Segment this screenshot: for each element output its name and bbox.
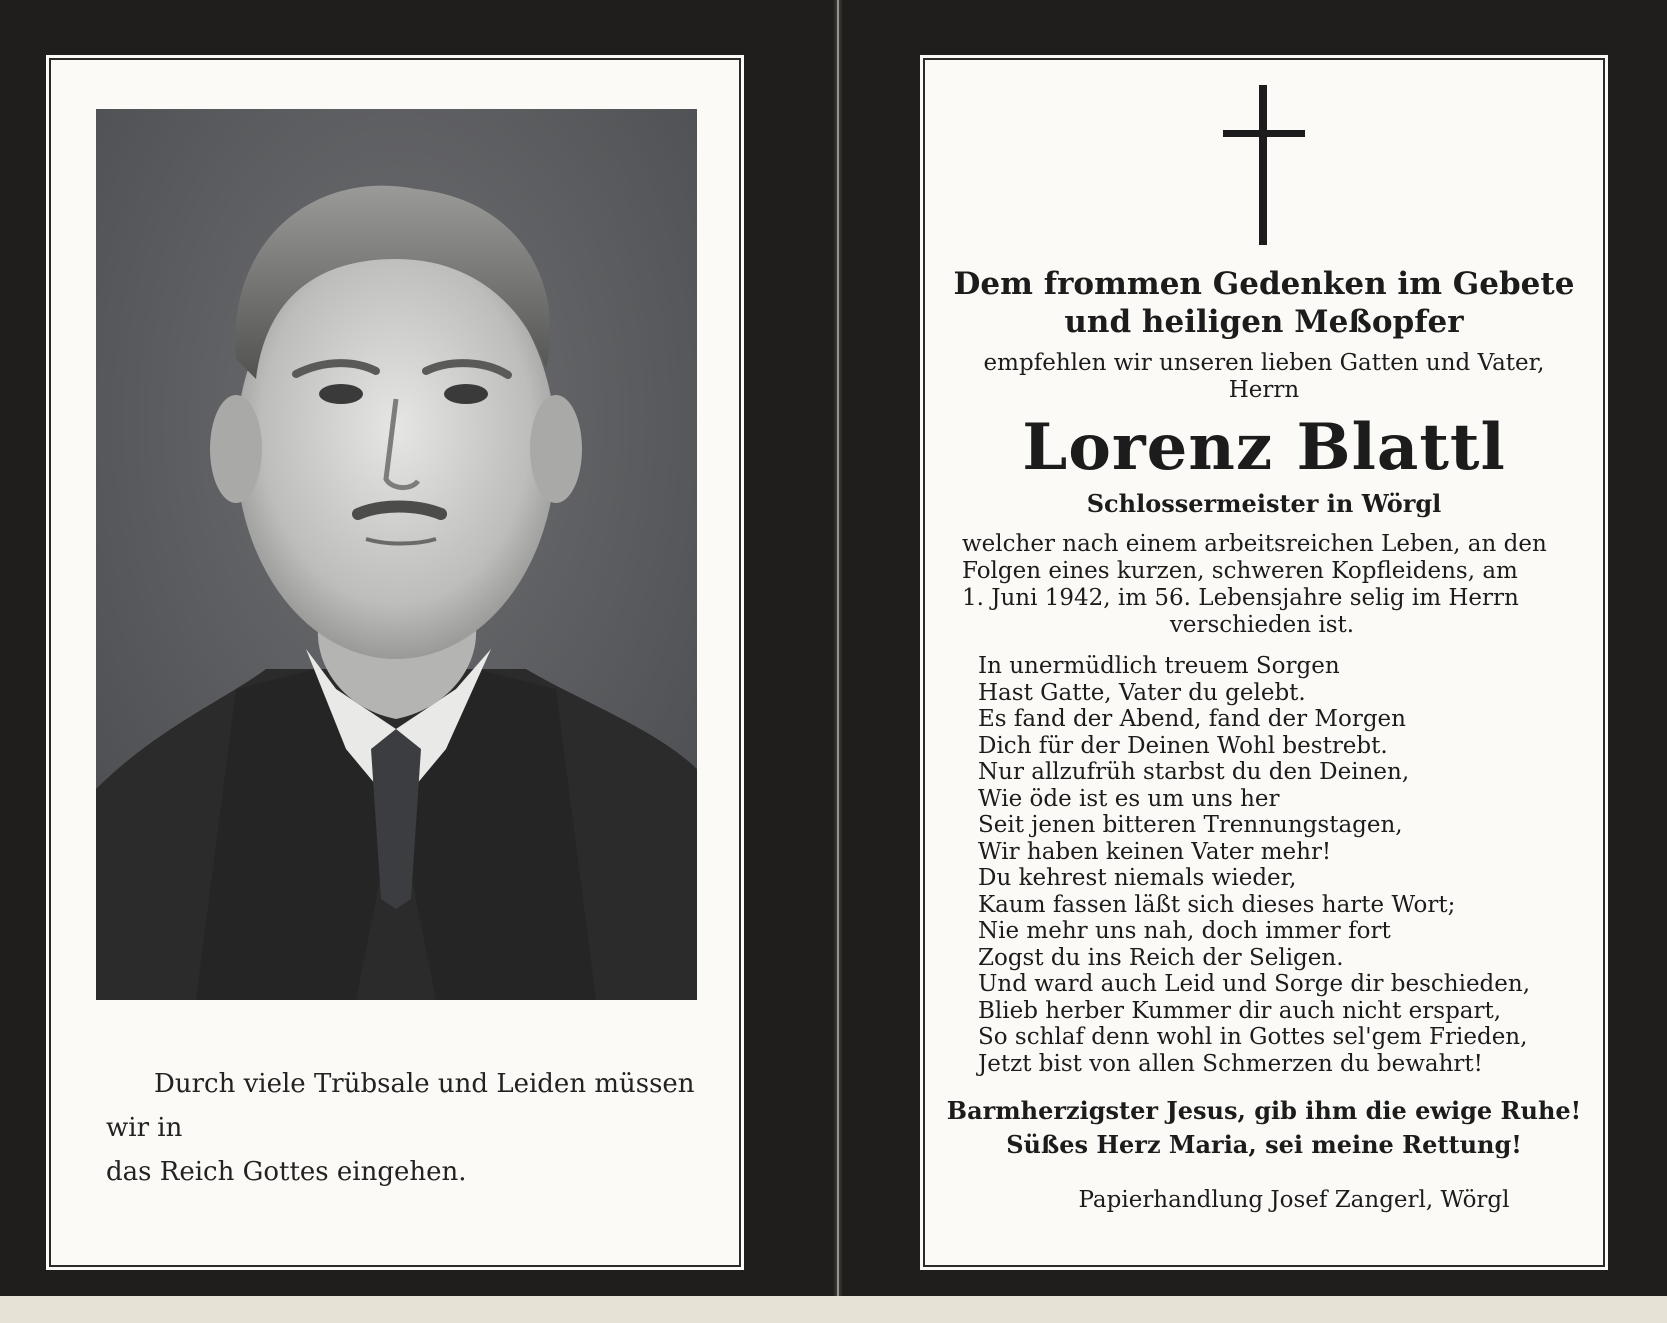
- quote-line-2: das Reich Gottes eingehen.: [106, 1157, 467, 1187]
- poem-line: Jetzt bist von allen Schmerzen du bewahrt!: [978, 1050, 1483, 1077]
- poem-line: Hast Gatte, Vater du gelebt.: [978, 679, 1306, 706]
- recommend-line-1: empfehlen wir unseren lieben Gatten und Vater,: [983, 350, 1545, 376]
- deceased-name: Lorenz Blattl: [1022, 410, 1506, 485]
- poem-line: Du kehrest niemals wieder,: [978, 865, 1297, 891]
- obituary-line-2: Folgen eines kurzen, schweren Kopfleidens, am: [962, 558, 1518, 584]
- scripture-quote: [106, 1062, 706, 1194]
- poem-line: Es fand der Abend, fand der Morgen: [978, 706, 1406, 732]
- portrait-photo: [96, 109, 697, 1000]
- portrait-illustration: [96, 109, 697, 1000]
- prayer-maria: Süßes Herz Maria, sei meine Rettung!: [1006, 1130, 1522, 1159]
- recommend-line-2: Herrn: [1228, 377, 1300, 403]
- poem-line: So schlaf denn wohl in Gottes sel'gem Frieden,: [978, 1024, 1528, 1050]
- quote-line-1: Durch viele Trübsale und Leiden müssen wir in: [106, 1069, 695, 1143]
- deceased-profession: Schlossermeister in Wörgl: [1086, 489, 1442, 518]
- poem-line: Und ward auch Leid und Sorge dir beschieden,: [978, 971, 1531, 997]
- cross-icon: [1223, 85, 1305, 245]
- poem-line: Zogst du ins Reich der Seligen.: [978, 944, 1344, 971]
- left-panel: [46, 55, 744, 1270]
- card-fold: [832, 0, 844, 1323]
- printer-imprint: Papierhandlung Josef Zangerl, Wörgl: [1078, 1187, 1510, 1213]
- poem-line: Nie mehr uns nah, doch immer fort: [978, 918, 1391, 944]
- poem-line: Kaum fassen läßt sich dieses harte Wort;: [978, 891, 1456, 918]
- prayer-jesus: Barmherzigster Jesus, gib ihm die ewige Ruhe!: [946, 1096, 1582, 1125]
- obituary-text: [962, 531, 1562, 639]
- heading-line-2: und heiligen Meßopfer: [1064, 304, 1464, 340]
- poem-line: Nur allzufrüh starbst du den Deinen,: [978, 759, 1410, 785]
- memorial-poem: [978, 653, 1558, 1077]
- poem-line: In unermüdlich treuem Sorgen: [978, 653, 1340, 679]
- poem-line: Dich für der Deinen Wohl bestrebt.: [978, 732, 1388, 759]
- right-panel: [920, 55, 1608, 1270]
- poem-line: Seit jenen bitteren Trennungstagen,: [978, 812, 1403, 838]
- poem-line: Blieb herber Kummer dir auch nicht erspart,: [978, 997, 1502, 1024]
- dedication-heading: [920, 265, 1608, 341]
- heading-line-1: Dem frommen Gedenken im Gebete: [953, 266, 1575, 302]
- obituary-line-4: verschieden ist.: [1169, 612, 1355, 638]
- poem-line: Wir haben keinen Vater mehr!: [978, 838, 1332, 865]
- obituary-line-3: 1. Juni 1942, im 56. Lebensjahre selig im Herrn: [962, 585, 1519, 611]
- obituary-line-1: welcher nach einem arbeitsreichen Leben, an den: [962, 531, 1547, 557]
- poem-line: Wie öde ist es um uns her: [978, 785, 1280, 812]
- recommendation-text: [920, 350, 1608, 404]
